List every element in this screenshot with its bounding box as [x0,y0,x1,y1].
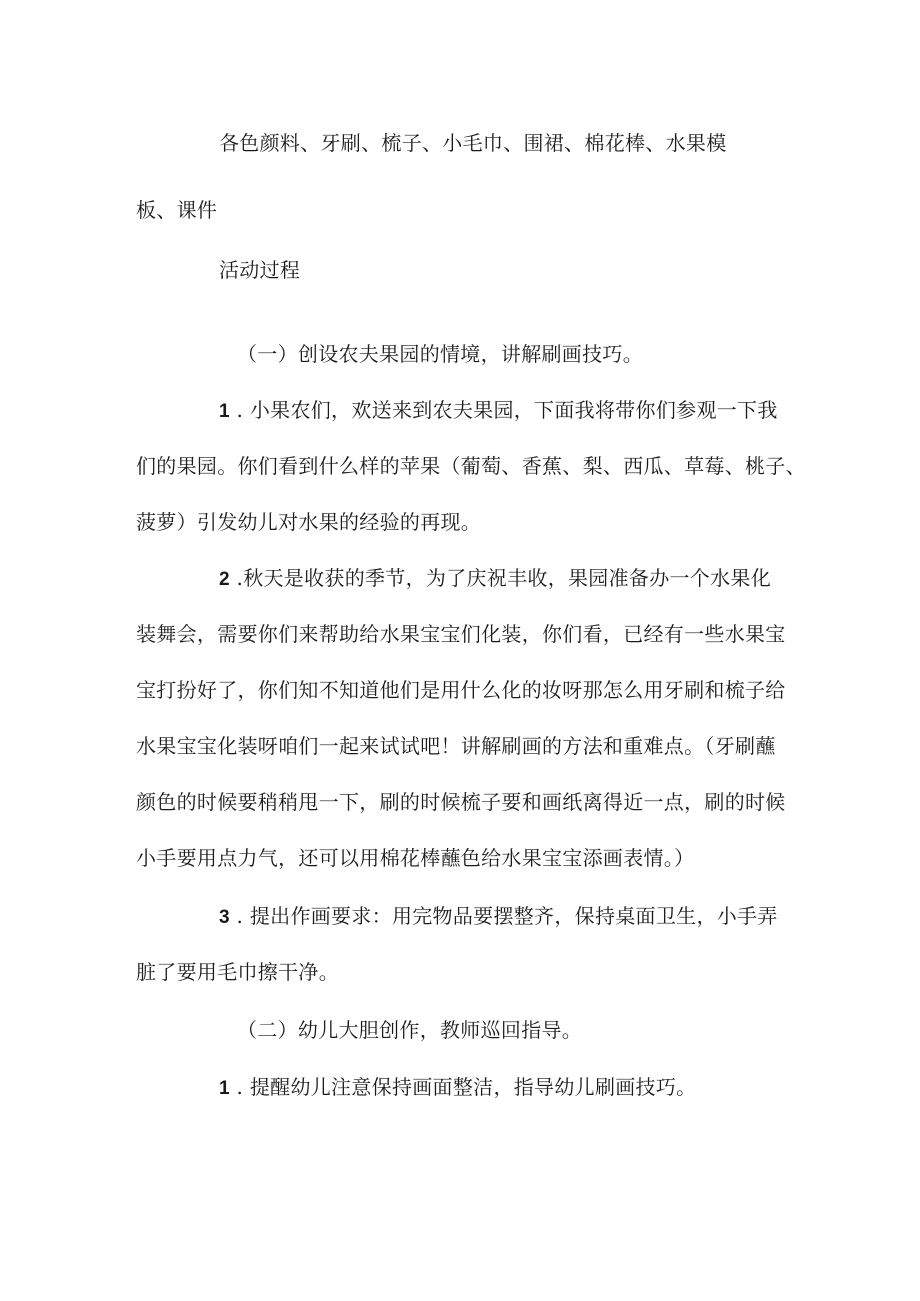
section-1-item-2-line-5: 颜色的时候要稍稍甩一下，刷的时候梳子要和画纸离得近一点，刷的时候 [136,790,786,814]
item-number: 1 [219,1078,230,1099]
section-1-item-2-line-2: 装舞会，需要你们来帮助给水果宝宝们化装，你们看，已经有一些水果宝 [136,622,786,646]
section-1-item-3-line-2: 脏了要用毛巾擦干净。 [136,960,339,984]
item-text: .秋天是收获的季节，为了庆祝丰收，果园准备办一个水果化 [229,566,771,590]
materials-line-1: 各色颜料、牙刷、梳子、小毛巾、围裙、棉花棒、水果模 [219,131,727,155]
section-1-item-2-line-1 [219,564,771,594]
section-1-item-1-line-3: 菠萝）引发幼儿对水果的经验的再现。 [136,510,482,534]
item-number: 1 [219,401,230,422]
section-1-item-3-line-1 [219,902,778,932]
item-number: 3 [219,907,230,928]
process-heading: 活动过程 [219,258,301,282]
section-1-item-2-line-6: 小手要用点力气，还可以用棉花棒蘸色给水果宝宝添画表情。） [136,846,695,870]
item-text: . 提醒幼儿注意保持画面整洁，指导幼儿刷画技巧。 [229,1075,697,1099]
materials-line-2: 板、课件 [136,198,218,222]
item-text: . 小果农们，欢送来到农夫果园，下面我将带你们参观一下我 [229,398,778,422]
section-1-item-2-line-3: 宝打扮好了，你们知不知道他们是用什么化的妆呀那怎么用牙刷和梳子给 [136,678,786,702]
item-number: 2 [219,569,230,590]
section-2-item-1-line-1 [219,1073,696,1103]
section-2-heading: （二）幼儿大胆创作，教师巡回指导。 [237,1018,583,1042]
section-1-item-2-line-4: 水果宝宝化装呀咱们一起来试试吧！讲解刷画的方法和重难点。（牙刷蘸 [136,734,776,758]
section-1-item-1-line-1 [219,396,778,426]
section-1-item-1-line-2: 们的果园。你们看到什么样的苹果（葡萄、香蕉、梨、西瓜、草莓、桃子、 [136,454,806,478]
item-text: . 提出作画要求：用完物品要摆整齐，保持桌面卫生，小手弄 [229,904,778,928]
section-1-heading: （一）创设农夫果园的情境，讲解刷画技巧。 [237,342,643,366]
